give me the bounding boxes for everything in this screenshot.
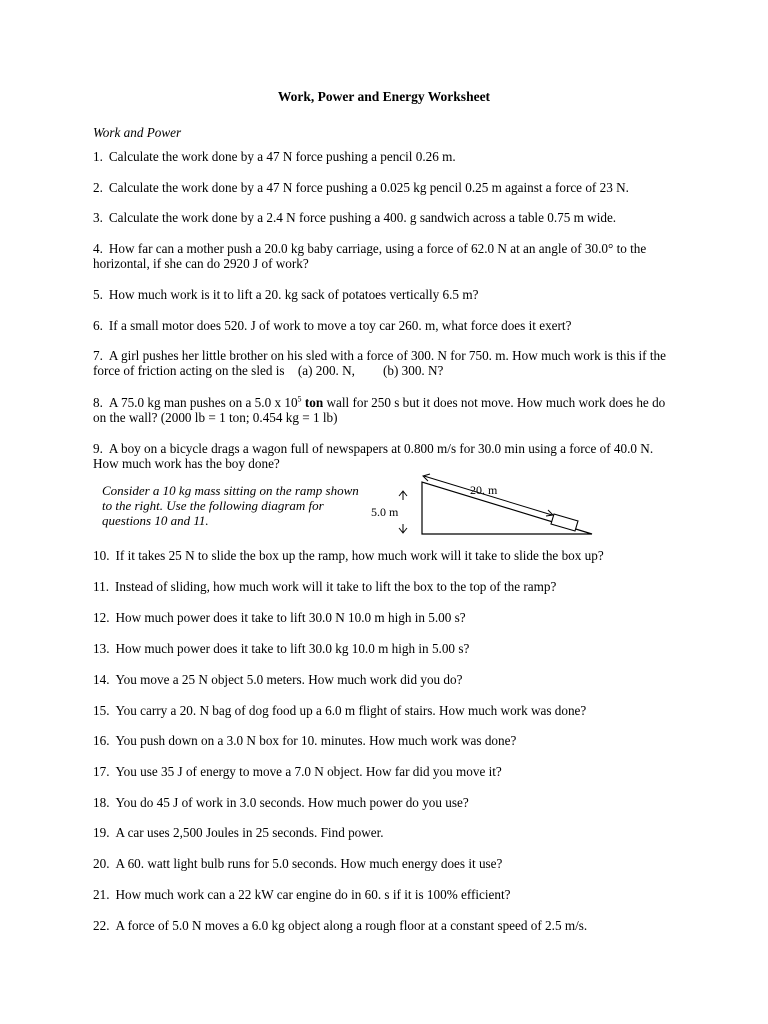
question-text: A boy on a bicycle drags a wagon full of newspapers at 0.800 m/s for 30.0 min using a force of 40.0 N. How much work has the boy done? bbox=[93, 441, 654, 471]
question-number: 16. bbox=[93, 733, 110, 748]
question-number: 2. bbox=[93, 180, 103, 195]
question-text: If it takes 25 N to slide the box up the ramp, how much work will it take to slide the box up? bbox=[115, 548, 604, 563]
question-text: A 60. watt light bulb runs for 5.0 seconds. How much energy does it use? bbox=[115, 856, 503, 871]
diagram-note: Consider a 10 kg mass sitting on the ramp shown to the right. Use the following diagram for questions 10 and 11. bbox=[102, 483, 359, 528]
section-heading: Work and Power bbox=[93, 125, 182, 140]
question-5 bbox=[93, 287, 673, 302]
question-17 bbox=[93, 764, 673, 779]
question-text: A 75.0 kg man pushes on a 5.0 x 10 bbox=[108, 395, 298, 410]
question-number: 7. bbox=[93, 348, 103, 363]
question-2 bbox=[93, 180, 693, 195]
box-on-ramp bbox=[551, 514, 578, 531]
question-number: 1. bbox=[93, 149, 103, 164]
question-text: Calculate the work done by a 47 N force pushing a 0.025 kg pencil 0.25 m against a force of 23 N. bbox=[108, 180, 629, 195]
question-text: A girl pushes her little brother on his sled with a force of 300. N for 750. m. How much work is this if the force of friction acting on the sled is bbox=[93, 348, 666, 378]
question-18 bbox=[93, 795, 673, 810]
question-number: 9. bbox=[93, 441, 103, 456]
question-number: 21. bbox=[93, 887, 110, 902]
bold-unit: ton bbox=[304, 395, 324, 410]
question-16 bbox=[93, 733, 673, 748]
question-text-cont: wall for 250 s but it does not move. How much work does he do on the wall? (2000 lb = 1 ton; 0.454 kg = 1 lb) bbox=[93, 395, 666, 425]
question-number: 13. bbox=[93, 641, 110, 656]
question-20 bbox=[93, 856, 673, 871]
question-number: 5. bbox=[93, 287, 103, 302]
question-4 bbox=[93, 241, 673, 271]
page-title: Work, Power and Energy Worksheet bbox=[277, 89, 491, 104]
ramp-diagram bbox=[360, 462, 610, 542]
question-number: 14. bbox=[93, 672, 110, 687]
question-text: How far can a mother push a 20.0 kg baby carriage, using a force of 62.0 N at an angle of 30.0° to the horizontal, if she can do 2920 J of work? bbox=[93, 241, 647, 271]
question-11 bbox=[93, 579, 673, 594]
question-text: Calculate the work done by a 47 N force pushing a pencil 0.26 m. bbox=[108, 149, 456, 164]
question-number: 11. bbox=[93, 579, 109, 594]
question-text: You use 35 J of energy to move a 7.0 N object. How far did you move it? bbox=[115, 764, 502, 779]
question-text: How much power does it take to lift 30.0 N 10.0 m high in 5.00 s? bbox=[115, 610, 466, 625]
question-text: You move a 25 N object 5.0 meters. How much work did you do? bbox=[115, 672, 463, 687]
question-number: 4. bbox=[93, 241, 103, 256]
question-19 bbox=[93, 825, 673, 840]
question-number: 15. bbox=[93, 703, 110, 718]
question-number: 8. bbox=[93, 395, 103, 410]
question-text: You carry a 20. N bag of dog food up a 6.0 m flight of stairs. How much work was done? bbox=[115, 703, 587, 718]
question-text: You push down on a 3.0 N box for 10. minutes. How much work was done? bbox=[115, 733, 517, 748]
question-number: 3. bbox=[93, 210, 103, 225]
question-number: 19. bbox=[93, 825, 110, 840]
question-10 bbox=[93, 548, 673, 563]
question-14 bbox=[93, 672, 673, 687]
question-text: If a small motor does 520. J of work to move a toy car 260. m, what force does it exert? bbox=[108, 318, 572, 333]
question-text: Instead of sliding, how much work will it take to lift the box to the top of the ramp? bbox=[115, 579, 557, 594]
question-3 bbox=[93, 210, 673, 225]
option-b: (b) 300. N? bbox=[382, 363, 444, 378]
question-text: How much power does it take to lift 30.0 kg 10.0 m high in 5.00 s? bbox=[115, 641, 470, 656]
question-13 bbox=[93, 641, 673, 656]
ramp-length-label: 20. m bbox=[470, 483, 498, 497]
question-22 bbox=[93, 918, 673, 933]
question-number: 10. bbox=[93, 548, 110, 563]
superscript: 5 bbox=[297, 394, 302, 404]
question-number: 6. bbox=[93, 318, 103, 333]
option-a: (a) 200. N, bbox=[297, 363, 355, 378]
question-8 bbox=[93, 395, 673, 425]
question-number: 12. bbox=[93, 610, 110, 625]
question-15 bbox=[93, 703, 673, 718]
ramp-height-label: 5.0 m bbox=[371, 505, 399, 519]
question-text: You do 45 J of work in 3.0 seconds. How much power do you use? bbox=[115, 795, 469, 810]
question-7 bbox=[93, 348, 673, 378]
question-text: How much work is it to lift a 20. kg sack of potatoes vertically 6.5 m? bbox=[108, 287, 479, 302]
question-1 bbox=[93, 149, 673, 164]
question-number: 18. bbox=[93, 795, 110, 810]
question-number: 20. bbox=[93, 856, 110, 871]
question-number: 22. bbox=[93, 918, 110, 933]
question-12 bbox=[93, 610, 673, 625]
question-text: How much work can a 22 kW car engine do in 60. s if it is 100% efficient? bbox=[115, 887, 511, 902]
height-arrow bbox=[399, 491, 407, 533]
question-text: A car uses 2,500 Joules in 25 seconds. Find power. bbox=[115, 825, 384, 840]
question-number: 17. bbox=[93, 764, 110, 779]
question-text: A force of 5.0 N moves a 6.0 kg object along a rough floor at a constant speed of 2.5 m/s. bbox=[115, 918, 588, 933]
question-21 bbox=[93, 887, 673, 902]
question-6 bbox=[93, 318, 673, 333]
question-text: Calculate the work done by a 2.4 N force pushing a 400. g sandwich across a table 0.75 m wide. bbox=[108, 210, 617, 225]
